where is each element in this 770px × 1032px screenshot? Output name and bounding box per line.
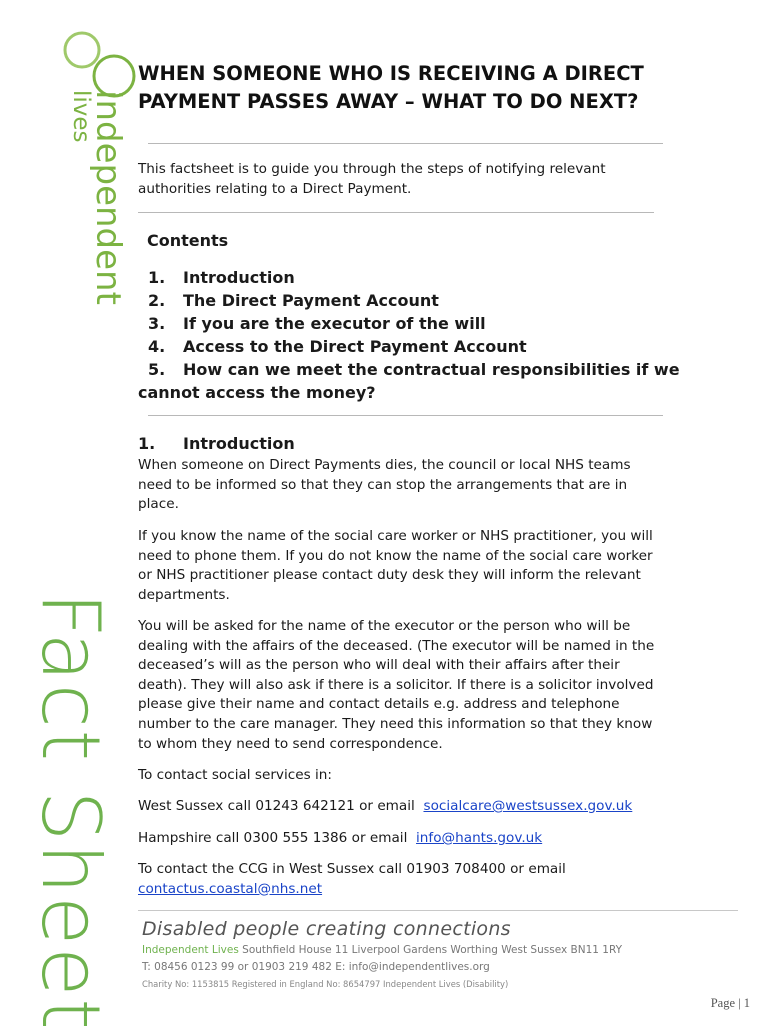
paragraph: If you know the name of the social care worker or NHS practitioner, you will need to phone them. If you do not know the name of the social care worker or NHS practitioner please contact duty desk they will inform the relevant departments. <box>138 528 653 603</box>
page-number: Page | 1 <box>710 996 750 1010</box>
contents-heading: Contents <box>147 231 229 250</box>
logo-word-lives: lives <box>68 90 94 143</box>
page-title: WHEN SOMEONE WHO IS RECEIVING A DIRECT PAYMENT PASSES AWAY – WHAT TO DO NEXT? <box>138 62 644 113</box>
west-sussex-email-link[interactable]: socialcare@westsussex.gov.uk <box>423 798 633 814</box>
toc-item[interactable]: 5. How can we meet the contractual responsibilities if we cannot access the money? <box>138 360 680 402</box>
logo-word-independent: independent <box>88 90 128 305</box>
hampshire-email-link[interactable]: info@hants.gov.uk <box>416 830 543 846</box>
footer-tagline: Disabled people creating connections <box>142 918 511 940</box>
table-of-contents <box>138 266 738 404</box>
footer-charity: Charity No: 1153815 Registered in England No: 8654797 Independent Lives (Disability) <box>142 979 509 989</box>
paragraph: When someone on Direct Payments dies, the council or local NHS teams need to be informed so that they can stop the arrangements that are in place. <box>138 457 631 513</box>
footer-address: Independent Lives Southfield House 11 Liverpool Gardens Worthing West Sussex BN11 1RY <box>142 944 622 956</box>
toc-item[interactable]: 4. Access to the Direct Payment Account <box>148 337 527 356</box>
section-heading-introduction: 1. Introduction <box>138 434 295 453</box>
footer-contact: T: 08456 0123 99 or 01903 219 482 E: info@independentlives.org <box>142 961 490 973</box>
toc-item[interactable]: 1. Introduction <box>148 268 295 287</box>
divider <box>148 415 663 416</box>
toc-item[interactable]: 3. If you are the executor of the will <box>148 314 486 333</box>
divider <box>138 212 654 213</box>
ccg-email-link[interactable]: contactus.coastal@nhs.net <box>138 880 323 897</box>
hampshire-contact: Hampshire call 0300 555 1386 or email info@hants.gov.uk <box>138 830 543 846</box>
divider <box>148 143 663 144</box>
footer <box>142 918 742 989</box>
footer-divider <box>138 910 738 911</box>
paragraph: To contact social services in: <box>138 767 332 783</box>
toc-item[interactable]: 2. The Direct Payment Account <box>148 291 439 310</box>
logo-rings-icon <box>30 28 142 98</box>
intro-text: This factsheet is to guide you through the steps of notifying relevant authorities relating to a Direct Payment. <box>138 161 606 197</box>
ccg-contact: To contact the CCG in West Sussex call 01903 708400 or email contactus.coastal@nhs.net <box>138 861 566 897</box>
fact-sheet-label: Fact Sheet <box>24 592 117 1032</box>
independent-lives-logo <box>30 28 142 305</box>
paragraph: You will be asked for the name of the executor or the person who will be dealing with the affairs of the deceased. (The executor will be named in the deceased’s will as the person who will deal with their affairs after their death). They will also ask if there is a solicitor. If there is a solicitor involved please give their name and contact details e.g. address and telephone number to the care manager. They need this information so that they know to whom they need to send correspondence. <box>138 618 655 752</box>
west-sussex-contact: West Sussex call 01243 642121 or email socialcare@westsussex.gov.uk <box>138 798 633 814</box>
